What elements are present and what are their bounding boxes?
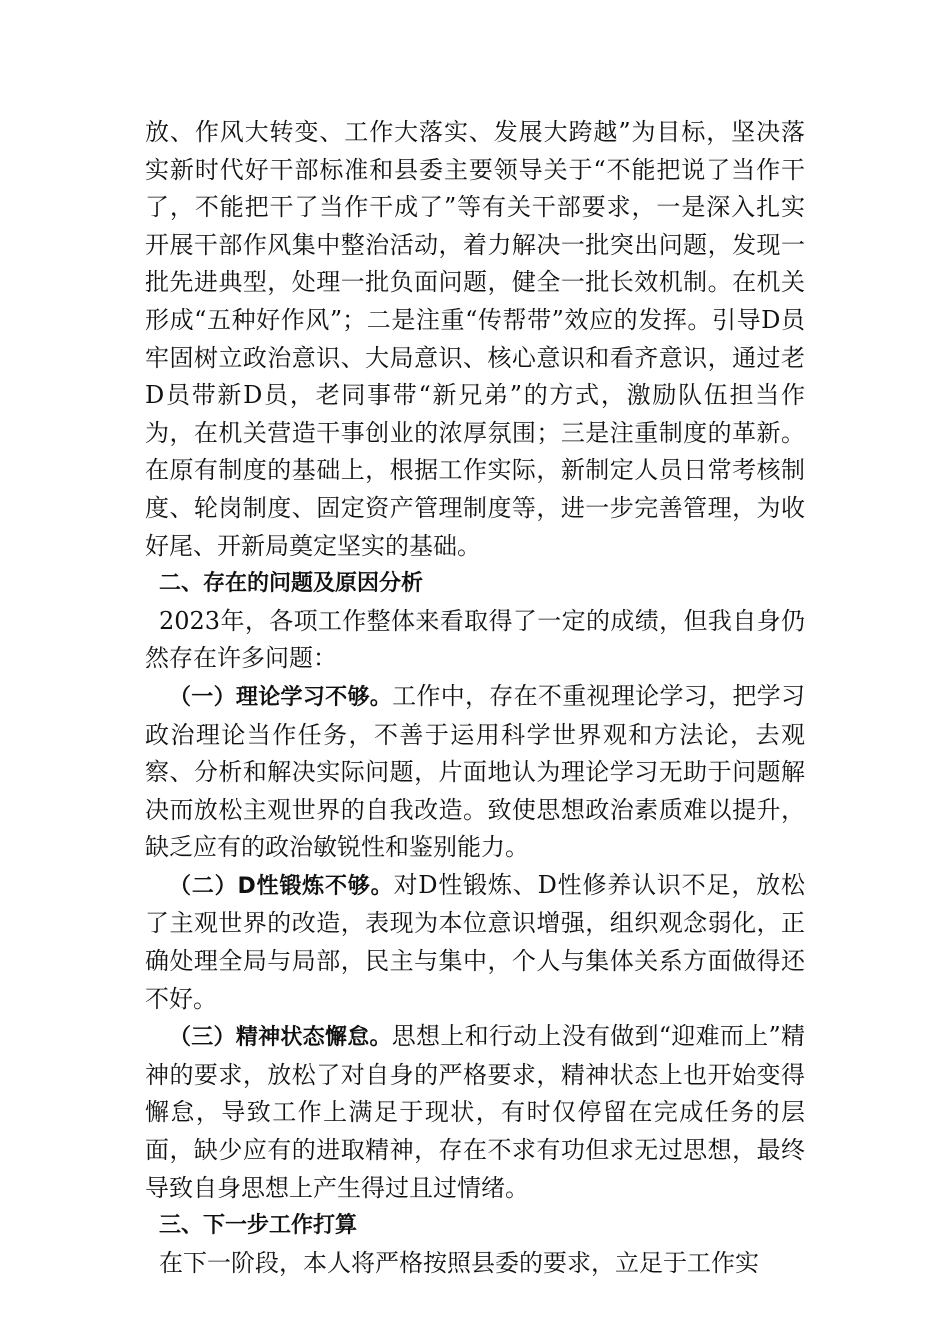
list-item-title: （二）D性锻炼不够。 [169, 873, 394, 899]
body-paragraph: 在下一阶段，本人将严格按照县委的要求，立足于工作实 [159, 1248, 759, 1277]
section-heading: 三、下一步工作打算 [159, 1213, 358, 1239]
body-paragraph: 放、作风大转变、工作大落实、发展大跨越”为目标，坚决落实新时代好干部标准和县委主要领导关于“不能把说了当作干了，不能把干了当作干成了”等有关干部要求，一是深入扎实开展干部作风集中整治活动，着力解决一批突出问题，发现一批先进典型，处理一批负面问题，健全一批长效机制。在机关形成“五种好作风”；二是注重“传帮带”效应的发挥。引导D员牢固树立政治意识、大局意识、核心意识和看齐意识，通过老D员带新D员，老同事带“新兄弟”的方式，激励队伍担当作为，在机关营造干事创业的浓厚氛围；三是注重制度的革新。在原有制度的基础上，根据工作实际，新制定人员日常考核制度、轮岗制度、固定资产管理制度等，进一步完善管理，为收好尾、开新局奠定坚实的基础。 [145, 118, 805, 560]
list-item [145, 867, 805, 1018]
document-page [145, 114, 805, 1282]
list-item-title: （三）精神状态懈怠。 [169, 1025, 392, 1051]
list-item [145, 1018, 805, 1207]
list-item-title: （一）理论学习不够。 [169, 684, 393, 710]
list-item-body: 对D性锻炼、D性修养认识不足，放松了主观世界的改造，表现为本位意识增强，组织观念弱化，正确处理全局与局部，民主与集中，个人与集体关系方面做得还不好。 [145, 870, 805, 1013]
list-item [145, 678, 805, 867]
list-item-body: 工作中，存在不重视理论学习，把学习政治理论当作任务，不善于运用科学世界观和方法论，去观察、分析和解决实际问题，片面地认为理论学习无助于问题解决而放松主观世界的自我改造。致使思想政治素质难以提升，缺乏应有的政治敏锐性和鉴别能力。 [145, 681, 805, 862]
section-heading: 二、存在的问题及原因分析 [159, 571, 424, 597]
body-paragraph: 2023年，各项工作整体来看取得了一定的成绩，但我自身仍然存在许多问题： [145, 606, 805, 673]
list-item-body: 思想上和行动上没有做到“迎难而上”精神的要求，放松了对自身的严格要求，精神状态上也开始变得懈怠，导致工作上满足于现状，有时仅停留在完成任务的层面，缺少应有的进取精神，存在不求有功但求无过思想，最终导致自身思想上产生得过且过情绪。 [145, 1022, 805, 1202]
